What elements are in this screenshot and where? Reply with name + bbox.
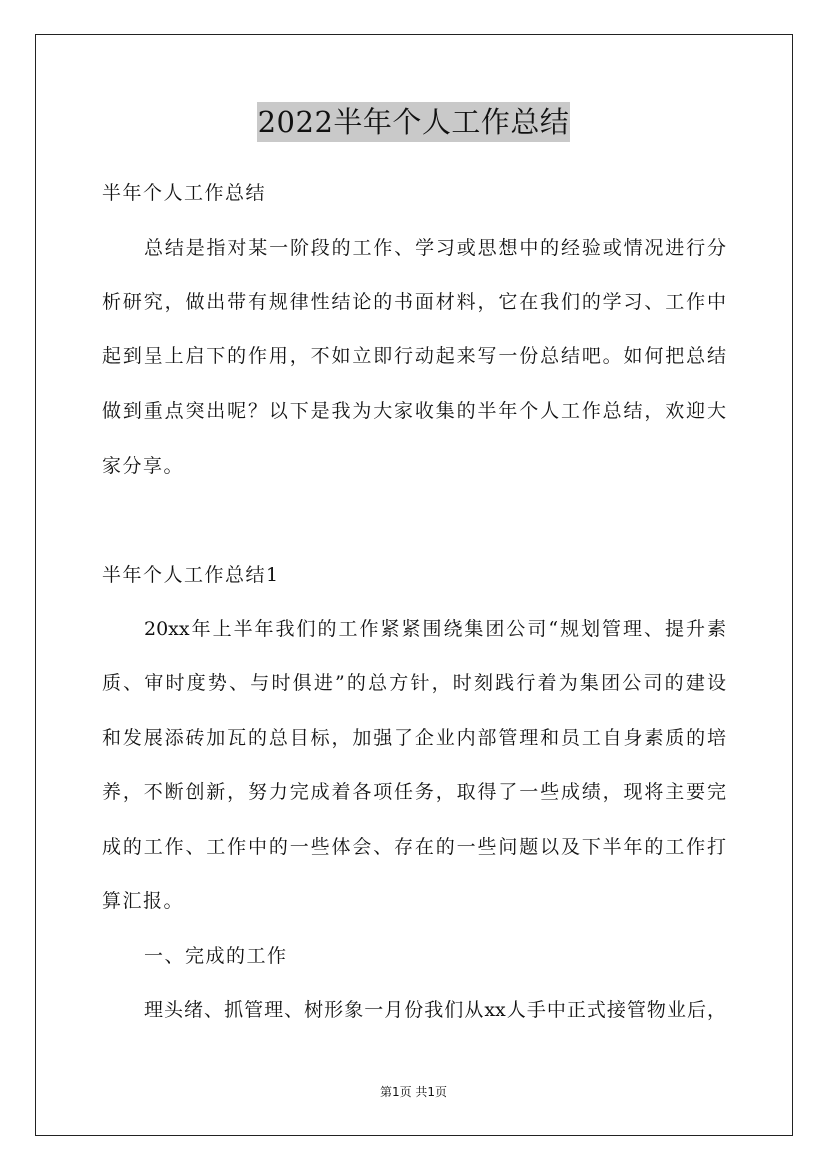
section-heading: 半年个人工作总结 [102, 182, 267, 204]
paragraph-line: 成的工作、工作中的一些体会、存在的一些问题以及下半年的工作打 [102, 836, 726, 858]
section-heading: 半年个人工作总结1 [102, 564, 280, 586]
page-footer: 第1页 共1页 [379, 1085, 448, 1099]
paragraph-line: 析研究，做出带有规律性结论的书面材料，它在我们的学习、工作中 [102, 291, 726, 313]
subsection-heading: 一、完成的工作 [144, 945, 288, 967]
paragraph-line: 和发展添砖加瓦的总目标，加强了企业内部管理和员工自身素质的培 [102, 727, 726, 749]
paragraph-line: 20xx年上半年我们的工作紧紧围绕集团公司“规划管理、提升素 [144, 618, 726, 640]
paragraph-line: 起到呈上启下的作用，不如立即行动起来写一份总结吧。如何把总结 [102, 345, 726, 367]
document-title: 2022半年个人工作总结 [257, 102, 571, 142]
title-wrapper [0, 102, 827, 142]
paragraph-line: 算汇报。 [102, 890, 185, 912]
paragraph-line: 总结是指对某一阶段的工作、学习或思想中的经验或情况进行分 [144, 237, 726, 259]
paragraph-line: 质、审时度势、与时俱进”的总方针，时刻践行着为集团公司的建设 [102, 672, 726, 694]
paragraph-line: 做到重点突出呢？以下是我为大家收集的半年个人工作总结，欢迎大 [102, 400, 726, 422]
paragraph-line: 养，不断创新，努力完成着各项任务，取得了一些成绩，现将主要完 [102, 781, 726, 803]
paragraph-line: 理头绪、抓管理、树形象一月份我们从xx人手中正式接管物业后， [144, 999, 726, 1021]
paragraph-line: 家分享。 [102, 455, 185, 477]
